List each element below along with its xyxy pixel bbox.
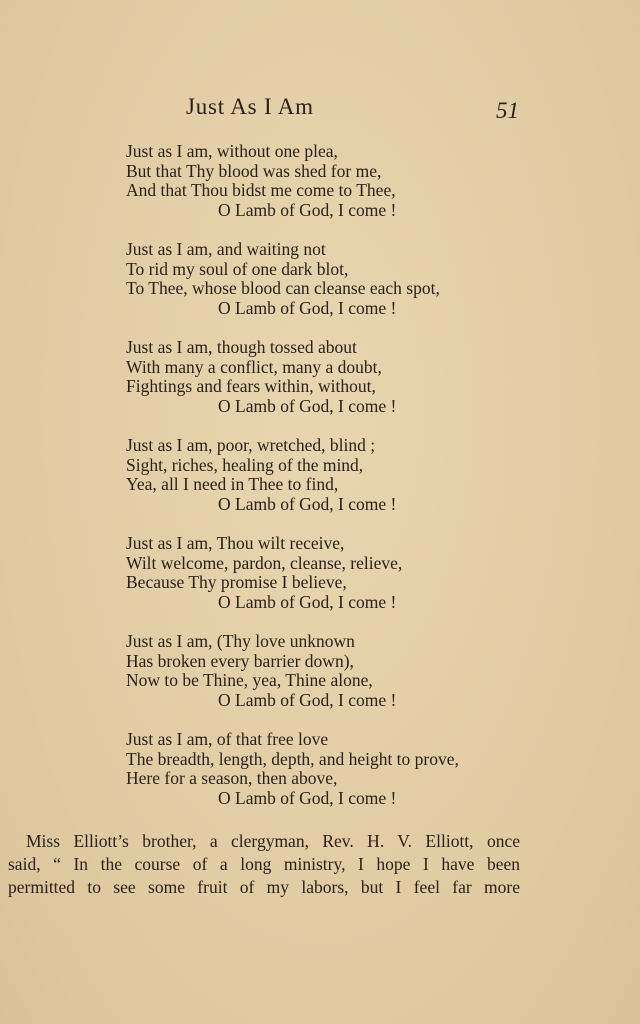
stanza-line: Now to be Thine, yea, Thine alone,	[126, 670, 373, 690]
stanza-refrain: O Lamb of God, I come !	[218, 591, 397, 612]
stanza-refrain: O Lamb of God, I come !	[218, 395, 397, 416]
stanza-refrain: O Lamb of God, I come !	[218, 297, 397, 318]
stanza-line: Fightings and fears within, without,	[126, 376, 376, 396]
stanza-line: Here for a season, then above,	[126, 768, 338, 788]
stanza-6	[126, 632, 526, 710]
stanza-line: The breadth, length, depth, and height to prove,	[126, 748, 459, 769]
stanza-line: Sight, riches, healing of the mind,	[126, 454, 364, 475]
stanza-line: Just as I am, Thou wilt receive,	[126, 533, 345, 553]
stanza-5	[126, 534, 526, 612]
stanza-line: But that Thy blood was shed for me,	[126, 160, 382, 181]
running-title: Just As I Am	[186, 94, 314, 119]
stanza-refrain: O Lamb of God, I come !	[218, 493, 397, 514]
stanza-2	[126, 240, 526, 318]
stanza-line: To Thee, whose blood can cleanse each spot,	[126, 278, 440, 298]
prose-line: permitted to see some fruit of my labors, but I feel far more	[8, 877, 520, 897]
stanza-line: Just as I am, of that free love	[126, 729, 329, 749]
stanza-line: Yea, all I need in Thee to find,	[126, 474, 339, 494]
page-number: 51	[496, 98, 519, 123]
stanza-line: Just as I am, poor, wretched, blind ;	[126, 435, 376, 455]
stanza-line: Has broken every barrier down),	[126, 650, 354, 671]
stanza-line: Wilt welcome, pardon, cleanse, relieve,	[126, 552, 403, 573]
stanza-refrain: O Lamb of God, I come !	[218, 199, 397, 220]
stanza-line: Just as I am, without one plea,	[126, 141, 338, 161]
stanza-line: Because Thy promise I believe,	[126, 572, 347, 592]
stanza-7	[126, 730, 526, 808]
stanza-refrain: O Lamb of God, I come !	[218, 689, 397, 710]
stanza-1	[126, 142, 526, 220]
hymn-stanzas	[126, 142, 526, 828]
stanza-line: With many a conflict, many a doubt,	[126, 356, 382, 377]
stanza-3	[126, 338, 526, 416]
stanza-refrain: O Lamb of God, I come !	[218, 787, 397, 808]
stanza-4	[126, 436, 526, 514]
stanza-line: Just as I am, (Thy love unknown	[126, 631, 355, 651]
stanza-line: Just as I am, and waiting not	[126, 239, 326, 259]
prose-line: said, “ In the course of a long ministry, I hope I have been	[8, 854, 520, 874]
prose-line: Miss Elliott’s brother, a clergyman, Rev. H. V. Elliott, once	[26, 831, 520, 851]
prose-paragraph	[8, 830, 520, 899]
stanza-line: Just as I am, though tossed about	[126, 337, 357, 357]
stanza-line: To rid my soul of one dark blot,	[126, 258, 349, 279]
stanza-line: And that Thou bidst me come to Thee,	[126, 180, 396, 200]
